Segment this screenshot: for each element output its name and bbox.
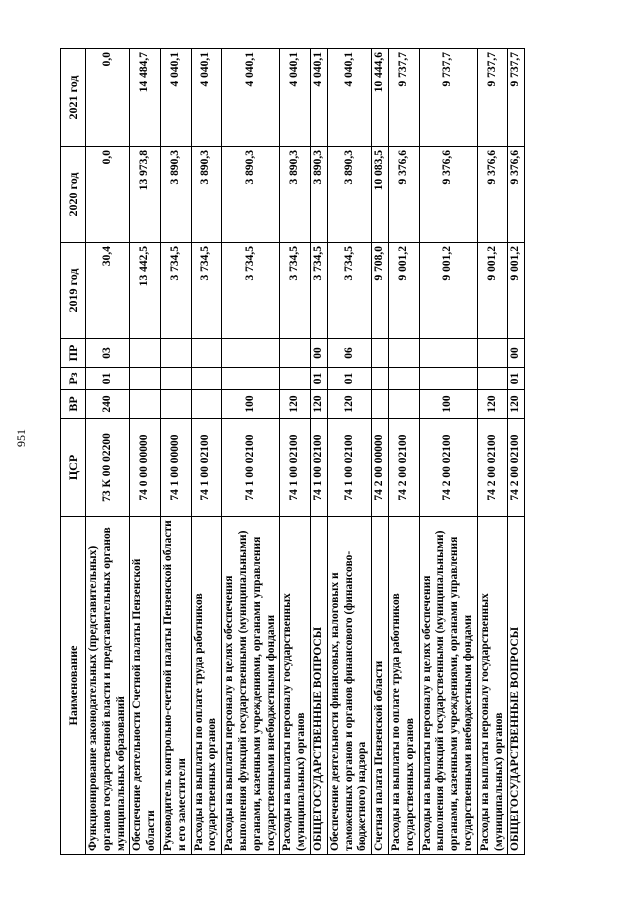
- cell-pr: [372, 339, 389, 368]
- cell-csr: 74 1 00 02100: [280, 419, 311, 517]
- table-row: [160, 49, 191, 855]
- cell-pr: 00: [310, 339, 327, 368]
- cell-csr: 74 0 00 00000: [130, 419, 161, 517]
- header-vr: ВР: [61, 390, 86, 419]
- cell-vr: 120: [508, 390, 525, 419]
- table-row: [419, 49, 477, 855]
- cell-2021: 4 040,1: [191, 49, 222, 147]
- cell-2019: 3 734,5: [160, 243, 191, 339]
- cell-2020: 9 376,6: [477, 147, 508, 243]
- cell-rz: [222, 368, 280, 390]
- cell-2021: 4 040,1: [280, 49, 311, 147]
- cell-pr: [477, 339, 508, 368]
- cell-2021: 4 040,1: [310, 49, 327, 147]
- cell-2020: 9 376,6: [508, 147, 525, 243]
- cell-name: Расходы на выплаты персоналу государственных (муниципальных) органов: [477, 517, 508, 855]
- cell-name: Расходы на выплаты по оплате труда работников государственных органов: [191, 517, 222, 855]
- table-row: [86, 49, 130, 855]
- cell-vr: [191, 390, 222, 419]
- cell-vr: 120: [310, 390, 327, 419]
- table-row: [327, 49, 371, 855]
- cell-2021: 9 737,7: [388, 49, 419, 147]
- cell-rz: [191, 368, 222, 390]
- cell-2020: 13 973,8: [130, 147, 161, 243]
- cell-2019: 9 001,2: [477, 243, 508, 339]
- header-2021: 2021 год: [61, 49, 86, 147]
- cell-rz: [419, 368, 477, 390]
- cell-pr: [388, 339, 419, 368]
- table-row: [280, 49, 311, 855]
- cell-2020: 3 890,3: [222, 147, 280, 243]
- cell-vr: 100: [419, 390, 477, 419]
- cell-pr: 00: [508, 339, 525, 368]
- cell-vr: 120: [477, 390, 508, 419]
- cell-name: Расходы на выплаты по оплате труда работников государственных органов: [388, 517, 419, 855]
- cell-rz: 01: [310, 368, 327, 390]
- cell-2021: 9 737,7: [419, 49, 477, 147]
- cell-name: Счетная палата Пензенской области: [372, 517, 389, 855]
- cell-2021: 4 040,1: [222, 49, 280, 147]
- cell-2020: 10 083,5: [372, 147, 389, 243]
- cell-pr: 06: [327, 339, 371, 368]
- cell-vr: [388, 390, 419, 419]
- header-csr: ЦСР: [61, 419, 86, 517]
- cell-csr: 74 1 00 02100: [327, 419, 371, 517]
- cell-pr: [280, 339, 311, 368]
- cell-2019: 9 001,2: [508, 243, 525, 339]
- table-row: [130, 49, 161, 855]
- cell-name: ОБЩЕГОСУДАРСТВЕННЫЕ ВОПРОСЫ: [508, 517, 525, 855]
- cell-csr: 74 2 00 02100: [388, 419, 419, 517]
- cell-vr: [130, 390, 161, 419]
- cell-rz: [477, 368, 508, 390]
- table-row: [508, 49, 525, 855]
- cell-2021: 4 040,1: [160, 49, 191, 147]
- cell-2020: 3 890,3: [280, 147, 311, 243]
- cell-rz: [160, 368, 191, 390]
- cell-2019: 3 734,5: [310, 243, 327, 339]
- cell-rz: 01: [86, 368, 130, 390]
- cell-name: Обеспечение деятельности финансовых, налоговых и таможенных органов и органов финансового (финансово-бюджетного) надзора: [327, 517, 371, 855]
- cell-2021: 9 737,7: [508, 49, 525, 147]
- cell-csr: 74 2 00 02100: [419, 419, 477, 517]
- cell-csr: 74 2 00 02100: [477, 419, 508, 517]
- table-row: [310, 49, 327, 855]
- header-2020: 2020 год: [61, 147, 86, 243]
- cell-vr: 100: [222, 390, 280, 419]
- table-row: [222, 49, 280, 855]
- cell-csr: 74 1 00 02100: [191, 419, 222, 517]
- header-name: Наименование: [61, 517, 86, 855]
- cell-2019: 3 734,5: [280, 243, 311, 339]
- cell-rz: [280, 368, 311, 390]
- cell-2020: 3 890,3: [160, 147, 191, 243]
- cell-name: Обеспечение деятельности Счетной палаты Пензенской области: [130, 517, 161, 855]
- cell-pr: 03: [86, 339, 130, 368]
- cell-2021: 9 737,7: [477, 49, 508, 147]
- table-row: [372, 49, 389, 855]
- page-number: 951: [14, 429, 28, 447]
- cell-vr: 120: [327, 390, 371, 419]
- cell-2020: 3 890,3: [191, 147, 222, 243]
- cell-2021: 10 444,6: [372, 49, 389, 147]
- header-2019: 2019 год: [61, 243, 86, 339]
- cell-pr: [130, 339, 161, 368]
- cell-pr: [419, 339, 477, 368]
- budget-table: [60, 48, 525, 855]
- cell-2019: 9 001,2: [419, 243, 477, 339]
- cell-pr: [191, 339, 222, 368]
- cell-rz: [388, 368, 419, 390]
- cell-csr: 74 1 00 02100: [310, 419, 327, 517]
- cell-vr: [372, 390, 389, 419]
- cell-2020: 3 890,3: [310, 147, 327, 243]
- cell-rz: 01: [508, 368, 525, 390]
- cell-pr: [160, 339, 191, 368]
- cell-name: Расходы на выплаты персоналу в целях обеспечения выполнения функций государственными (муниципальными) органами, казенными учреждениями, органами управления государственными внебюджетными фондами: [222, 517, 280, 855]
- cell-2020: 9 376,6: [388, 147, 419, 243]
- rotated-table-container: [60, 49, 525, 855]
- cell-vr: 240: [86, 390, 130, 419]
- cell-2019: 30,4: [86, 243, 130, 339]
- cell-2019: 13 442,5: [130, 243, 161, 339]
- cell-2021: 14 484,7: [130, 49, 161, 147]
- cell-vr: 120: [280, 390, 311, 419]
- cell-2019: 3 734,5: [327, 243, 371, 339]
- cell-2021: 0,0: [86, 49, 130, 147]
- table-body: [86, 49, 525, 855]
- cell-csr: 74 2 00 00000: [372, 419, 389, 517]
- cell-rz: [372, 368, 389, 390]
- cell-pr: [222, 339, 280, 368]
- cell-rz: [130, 368, 161, 390]
- header-rz: Рз: [61, 368, 86, 390]
- table-row: [191, 49, 222, 855]
- cell-2020: 0,0: [86, 147, 130, 243]
- cell-2019: 9 001,2: [388, 243, 419, 339]
- cell-csr: 74 1 00 00000: [160, 419, 191, 517]
- cell-rz: 01: [327, 368, 371, 390]
- cell-csr: 74 1 00 02100: [222, 419, 280, 517]
- cell-2021: 4 040,1: [327, 49, 371, 147]
- table-header-row: [61, 49, 86, 855]
- cell-name: Расходы на выплаты персоналу в целях обеспечения выполнения функций государственными (муниципальными) органами, казенными учреждениями, органами управления государственными внебюджетными фондами: [419, 517, 477, 855]
- cell-csr: 74 2 00 02100: [508, 419, 525, 517]
- cell-2020: 3 890,3: [327, 147, 371, 243]
- cell-name: ОБЩЕГОСУДАРСТВЕННЫЕ ВОПРОСЫ: [310, 517, 327, 855]
- cell-csr: 73 К 00 02200: [86, 419, 130, 517]
- cell-name: Руководитель контрольно-счетной палаты Пензенской области и его заместители: [160, 517, 191, 855]
- cell-vr: [160, 390, 191, 419]
- cell-2019: 9 708,0: [372, 243, 389, 339]
- cell-2020: 9 376,6: [419, 147, 477, 243]
- cell-name: Расходы на выплаты персоналу государственных (муниципальных) органов: [280, 517, 311, 855]
- header-pr: ПР: [61, 339, 86, 368]
- cell-name: Функционирование законодательных (представительных) органов государственной власти и представительных органов муниципальных образований: [86, 517, 130, 855]
- table-row: [388, 49, 419, 855]
- cell-2019: 3 734,5: [191, 243, 222, 339]
- table-row: [477, 49, 508, 855]
- cell-2019: 3 734,5: [222, 243, 280, 339]
